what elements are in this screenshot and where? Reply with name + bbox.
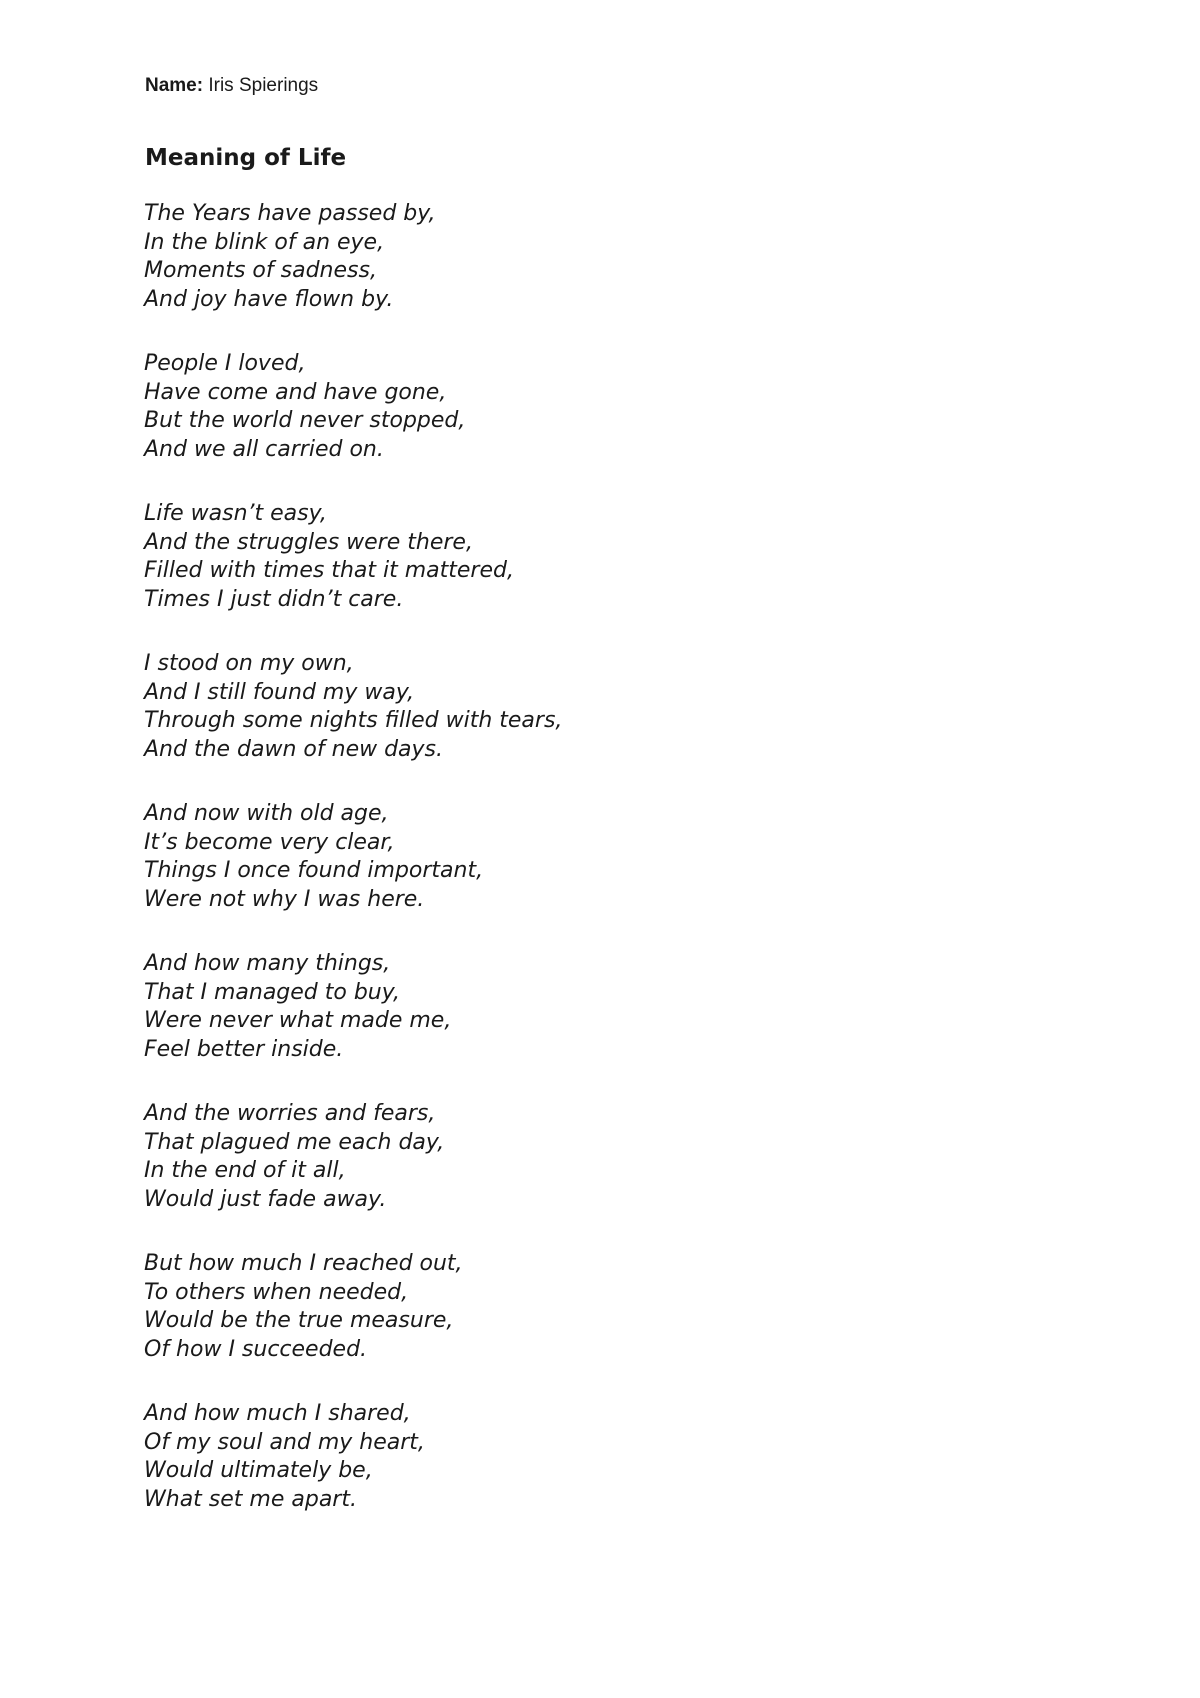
stanza [144,200,562,314]
stanza [144,500,562,614]
poem-line: People I loved, [144,351,306,376]
poem-line: Feel better inside. [144,1036,344,1062]
poem-line: And we all carried on. [144,436,384,462]
poem-line: In the end of it all, [144,1158,346,1183]
poem-line: That plagued me each day, [144,1129,445,1155]
poem-line: That I managed to buy, [144,979,401,1005]
poem-line: Filled with times that it mattered, [144,558,514,583]
poem-line: What set me apart. [144,1486,357,1512]
poem-body [144,200,562,1550]
poem-line: Things I once found important, [144,858,484,883]
author-line [145,74,318,98]
poem-line: And the struggles were there, [144,529,473,555]
stanza [144,800,562,914]
poem-line: And the dawn of new days. [144,736,444,762]
poem-line: In the blink of an eye, [144,229,385,255]
poem-line: The Years have passed by, [144,201,436,226]
poem-line: And the worries and fears, [144,1101,436,1126]
poem-line: Would just fade away. [144,1186,387,1212]
poem-line: Through some nights filled with tears, [144,708,563,733]
author-label: Name: [145,75,204,96]
poem-line: Were never what made me, [144,1008,452,1033]
poem-line: And I still found my way, [144,679,415,705]
poem-line: Have come and have gone, [144,379,447,405]
poem-line: Of my soul and my heart, [144,1429,425,1455]
poem-line: Would be the true measure, [144,1308,454,1333]
poem-line: Life wasn’t easy, [144,501,327,526]
stanza [144,1250,562,1364]
poem-line: And now with old age, [144,801,389,826]
poem-line: But the world never stopped, [144,408,466,433]
poem-line: Of how I succeeded. [144,1336,368,1362]
poem-line: I stood on my own, [144,651,354,676]
author-name: Iris Spierings [208,75,319,96]
poem-title: Meaning of Life [145,145,347,171]
poem-line: It’s become very clear, [144,829,395,855]
poem-line: And how much I shared, [144,1401,411,1426]
poem-line: Would ultimately be, [144,1458,373,1483]
poem-line: And joy have flown by. [144,286,394,312]
poem-line: Were not why I was here. [144,886,425,912]
stanza [144,950,562,1064]
stanza [144,1400,562,1514]
poem-line: Times I just didn’t care. [144,586,404,612]
poem-line: To others when needed, [144,1279,409,1305]
poem-line: Moments of sadness, [144,258,377,283]
poem-line: And how many things, [144,951,391,976]
poem-line: But how much I reached out, [144,1251,463,1276]
stanza [144,350,562,464]
stanza [144,650,562,764]
stanza [144,1100,562,1214]
